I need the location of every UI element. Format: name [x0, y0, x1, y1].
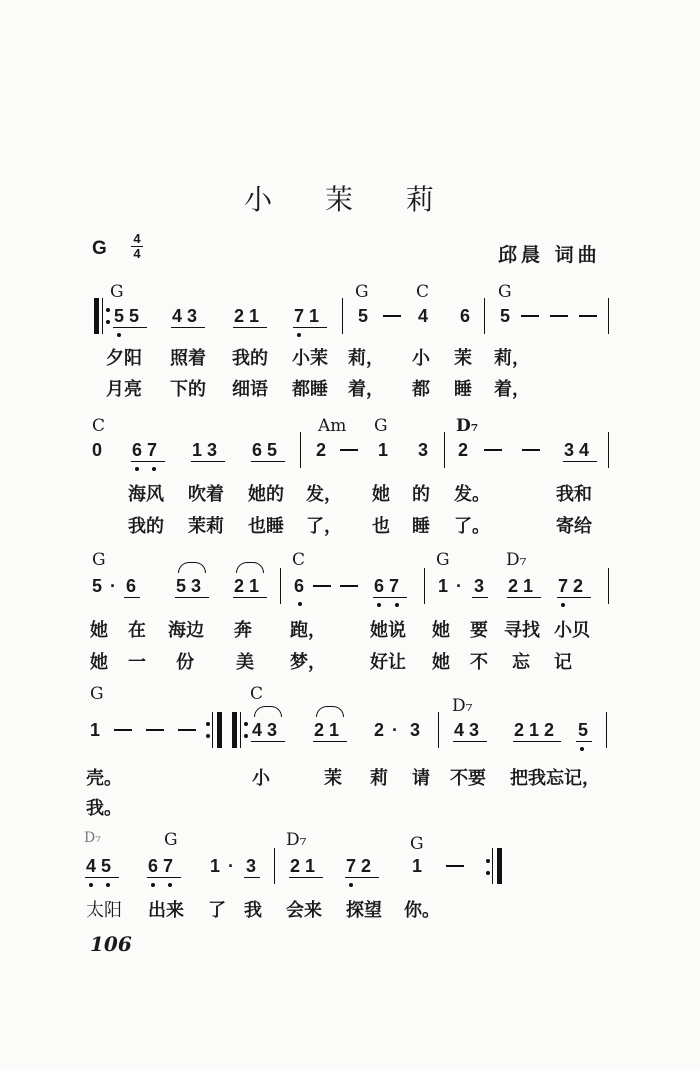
lyric: 寻找	[504, 620, 540, 641]
bar-line	[608, 432, 609, 468]
bar-line	[608, 298, 609, 334]
note: 6	[294, 576, 305, 596]
note-group: 7 2	[346, 856, 372, 876]
sustain-dash	[114, 729, 132, 731]
lyric: 请	[412, 768, 430, 789]
note: 5	[92, 576, 103, 596]
key-signature: G	[92, 238, 107, 259]
time-signature-top: 4	[133, 231, 141, 246]
note: 2	[458, 440, 469, 460]
repeat-start-thin-bar	[102, 298, 103, 334]
lyric: 下的	[170, 379, 206, 400]
underline	[147, 877, 181, 878]
underline	[233, 597, 267, 598]
note-group: 6 5	[252, 440, 278, 460]
lyric: 小	[252, 768, 270, 789]
bar-line	[606, 712, 607, 748]
low-octave-dot	[377, 603, 381, 607]
slur	[236, 562, 264, 573]
lyric: 我的	[232, 348, 268, 369]
underline	[85, 877, 119, 878]
note-group: 2 1	[290, 856, 316, 876]
lyric: 忘	[512, 652, 530, 673]
score-row-3	[0, 550, 700, 680]
lyric: 探望	[346, 900, 382, 921]
lyric: 吹着	[188, 484, 224, 505]
note: 1	[90, 720, 101, 740]
sustain-dash	[550, 315, 568, 317]
bar-line	[424, 568, 425, 604]
note: 6	[126, 576, 137, 596]
low-octave-dot	[135, 467, 139, 471]
lyric: 出来	[148, 900, 184, 921]
lyric: 我和	[556, 484, 592, 505]
repeat-start-bar	[94, 298, 99, 334]
low-octave-dot	[561, 603, 565, 607]
lyric: 莉	[370, 768, 388, 789]
note-group: 4 5	[86, 856, 112, 876]
lyric: 发，	[306, 484, 342, 505]
underline	[251, 741, 285, 742]
chord-label: C	[416, 282, 430, 302]
lyric: 奔	[234, 620, 252, 641]
lyric: 她	[90, 652, 108, 673]
note-group: 2 1	[508, 576, 534, 596]
underline	[373, 597, 407, 598]
repeat-end-thin-bar	[212, 712, 213, 748]
repeat-dot	[244, 734, 248, 738]
repeat-dot	[206, 722, 210, 726]
underline	[244, 877, 260, 878]
underline	[313, 741, 347, 742]
sustain-dash	[313, 585, 331, 587]
chord-label: G	[410, 834, 424, 854]
lyric: 也睡	[248, 516, 284, 537]
final-bar	[497, 848, 502, 884]
low-octave-dot	[117, 333, 121, 337]
lyric: 茉	[454, 348, 472, 369]
chord-label: C	[92, 416, 106, 436]
sustain-dash	[340, 585, 358, 587]
lyric: 在	[128, 620, 146, 641]
repeat-dot	[106, 308, 110, 312]
chord-label: G	[92, 550, 106, 570]
song-title: 小 茉 莉	[244, 183, 456, 216]
note: 5	[358, 306, 369, 326]
lyric: 我	[244, 900, 262, 921]
underline	[191, 461, 225, 462]
lyric: 太阳	[86, 900, 122, 921]
lyric: 我。	[86, 798, 122, 819]
note: 3	[418, 440, 429, 460]
lyric: 跑，	[290, 620, 326, 641]
dot-extension: ·	[228, 856, 234, 876]
lyric: 月亮	[106, 379, 142, 400]
note-group: 6 7	[374, 576, 400, 596]
chord-label: Am	[318, 416, 347, 436]
underline	[576, 741, 592, 742]
low-octave-dot	[168, 883, 172, 887]
lyric: 莉，	[348, 348, 384, 369]
note-group: 6 7	[148, 856, 174, 876]
bar-line	[438, 712, 439, 748]
note: 5	[500, 306, 511, 326]
dot-extension: ·	[110, 576, 116, 596]
note-group: 3 4	[564, 440, 590, 460]
lyric: 小贝	[554, 620, 590, 641]
score-row-1	[0, 280, 700, 410]
underline	[472, 597, 488, 598]
note-group: 2 1 2	[514, 720, 555, 740]
lyric: 她	[432, 620, 450, 641]
underline	[113, 327, 147, 328]
lyric: 美	[236, 652, 254, 673]
note: 1	[412, 856, 423, 876]
underline	[507, 597, 541, 598]
note-group: 5 3	[176, 576, 202, 596]
lyric: 她	[90, 620, 108, 641]
chord-label: G	[110, 282, 124, 302]
dot-extension: ·	[392, 720, 398, 740]
lyric: 细语	[232, 379, 268, 400]
lyric: 她	[372, 484, 390, 505]
bar-line	[342, 298, 343, 334]
final-thin-bar	[492, 848, 493, 884]
note: 6	[460, 306, 471, 326]
bar-line	[280, 568, 281, 604]
note: 4	[418, 306, 429, 326]
chord-label: C	[250, 684, 264, 704]
lyric: 的	[412, 484, 430, 505]
bar-line	[608, 568, 609, 604]
lyric: 她的	[248, 484, 284, 505]
lyric: 海边	[168, 620, 204, 641]
lyric: 份	[176, 652, 194, 673]
repeat-dot	[106, 320, 110, 324]
slur	[254, 706, 282, 717]
lyric: 梦，	[290, 652, 326, 673]
sustain-dash	[383, 315, 401, 317]
score-row-2	[0, 416, 700, 546]
note-group: 4 3	[252, 720, 278, 740]
lyric: 一	[128, 652, 146, 673]
low-octave-dot	[297, 333, 301, 337]
underline	[175, 597, 209, 598]
chord-label: G	[498, 282, 512, 302]
chord-label: G	[90, 684, 104, 704]
lyric: 茉	[324, 768, 342, 789]
lyric: 着，	[494, 379, 530, 400]
score-row-4	[0, 684, 700, 819]
note-group: 5 5	[114, 306, 140, 326]
repeat-start-bar	[232, 712, 237, 748]
lyric: 海风	[128, 484, 164, 505]
note: 1	[438, 576, 449, 596]
underline	[289, 877, 323, 878]
sustain-dash	[579, 315, 597, 317]
lyric: 发。	[454, 484, 490, 505]
underline	[251, 461, 285, 462]
underline	[293, 327, 327, 328]
chord-label: D₇	[286, 830, 307, 850]
low-octave-dot	[395, 603, 399, 607]
note-group: 7 1	[294, 306, 320, 326]
lyric: 莉，	[494, 348, 530, 369]
underline	[124, 597, 140, 598]
underline	[453, 741, 487, 742]
note-group: 7 2	[558, 576, 584, 596]
dot-extension: ·	[456, 576, 462, 596]
chord-label: D₇	[452, 696, 473, 716]
lyric: 不	[470, 652, 488, 673]
note: 3	[474, 576, 485, 596]
underline	[557, 597, 591, 598]
repeat-dot	[206, 734, 210, 738]
lyric: 了	[208, 900, 226, 921]
slur	[178, 562, 206, 573]
note-group: 6 7	[132, 440, 158, 460]
low-octave-dot	[298, 602, 302, 606]
note: 3	[410, 720, 421, 740]
underline	[233, 327, 267, 328]
lyric: 睡	[454, 379, 472, 400]
low-octave-dot	[89, 883, 93, 887]
lyric: 小	[412, 348, 430, 369]
time-signature	[130, 232, 144, 261]
note: 3	[246, 856, 257, 876]
sustain-dash	[446, 865, 464, 867]
chord-label: G	[355, 282, 369, 302]
note: 0	[92, 440, 103, 460]
low-octave-dot	[580, 747, 584, 751]
lyric: 茉莉	[188, 516, 224, 537]
underline	[171, 327, 205, 328]
chord-label: D₇	[84, 830, 101, 846]
page-number: 106	[90, 932, 132, 956]
underline	[345, 877, 379, 878]
repeat-end-bar	[217, 712, 222, 748]
lyric: 也	[372, 516, 390, 537]
bar-line	[484, 298, 485, 334]
lyric: 把我忘记，	[510, 768, 600, 789]
repeat-dot	[486, 859, 490, 863]
chord-label: C	[292, 550, 306, 570]
lyric: 都	[412, 379, 430, 400]
sustain-dash	[340, 449, 358, 451]
note-group: 2 1	[314, 720, 340, 740]
note-group: 2 1	[234, 306, 260, 326]
author-credit: 邱晨 词曲	[498, 244, 601, 266]
chord-label: G	[164, 830, 178, 850]
chord-label: G	[436, 550, 450, 570]
lyric: 寄给	[556, 516, 592, 537]
repeat-dot	[244, 722, 248, 726]
lyric: 了。	[454, 516, 490, 537]
lyric: 要	[470, 620, 488, 641]
note: 1	[210, 856, 221, 876]
repeat-dot	[486, 871, 490, 875]
underline	[131, 461, 165, 462]
bar-line	[274, 848, 275, 884]
time-signature-bottom: 4	[133, 246, 141, 261]
lyric: 照着	[170, 348, 206, 369]
underline	[513, 741, 561, 742]
bar-line	[444, 432, 445, 468]
note: 2	[316, 440, 327, 460]
lyric: 了，	[306, 516, 342, 537]
slur	[316, 706, 344, 717]
note-group: 2 1	[234, 576, 260, 596]
lyric: 她	[432, 652, 450, 673]
sustain-dash	[484, 449, 502, 451]
sustain-dash	[178, 729, 196, 731]
lyric: 你。	[404, 900, 440, 921]
note-group: 1 3	[192, 440, 218, 460]
lyric: 睡	[412, 516, 430, 537]
note: 2	[374, 720, 385, 740]
note: 1	[378, 440, 389, 460]
repeat-start-thin-bar	[240, 712, 241, 748]
chord-label: D₇	[506, 550, 527, 570]
lyric: 她说	[370, 620, 406, 641]
note-group: 4 3	[172, 306, 198, 326]
lyric: 都睡	[292, 379, 328, 400]
low-octave-dot	[151, 883, 155, 887]
low-octave-dot	[106, 883, 110, 887]
sustain-dash	[522, 449, 540, 451]
lyric: 会来	[286, 900, 322, 921]
lyric: 夕阳	[106, 348, 142, 369]
note: 5	[578, 720, 589, 740]
lyric: 我的	[128, 516, 164, 537]
lyric: 壳。	[86, 768, 122, 789]
sustain-dash	[521, 315, 539, 317]
note-group: 4 3	[454, 720, 480, 740]
lyric: 着，	[348, 379, 384, 400]
low-octave-dot	[152, 467, 156, 471]
lyric: 小茉	[292, 348, 328, 369]
bar-line	[300, 432, 301, 468]
lyric: 好让	[370, 652, 406, 673]
lyric: 记	[554, 652, 572, 673]
low-octave-dot	[349, 883, 353, 887]
lyric: 不要	[450, 768, 486, 789]
sustain-dash	[146, 729, 164, 731]
chord-label: D₇	[456, 416, 479, 436]
chord-label: G	[374, 416, 388, 436]
underline	[563, 461, 597, 462]
